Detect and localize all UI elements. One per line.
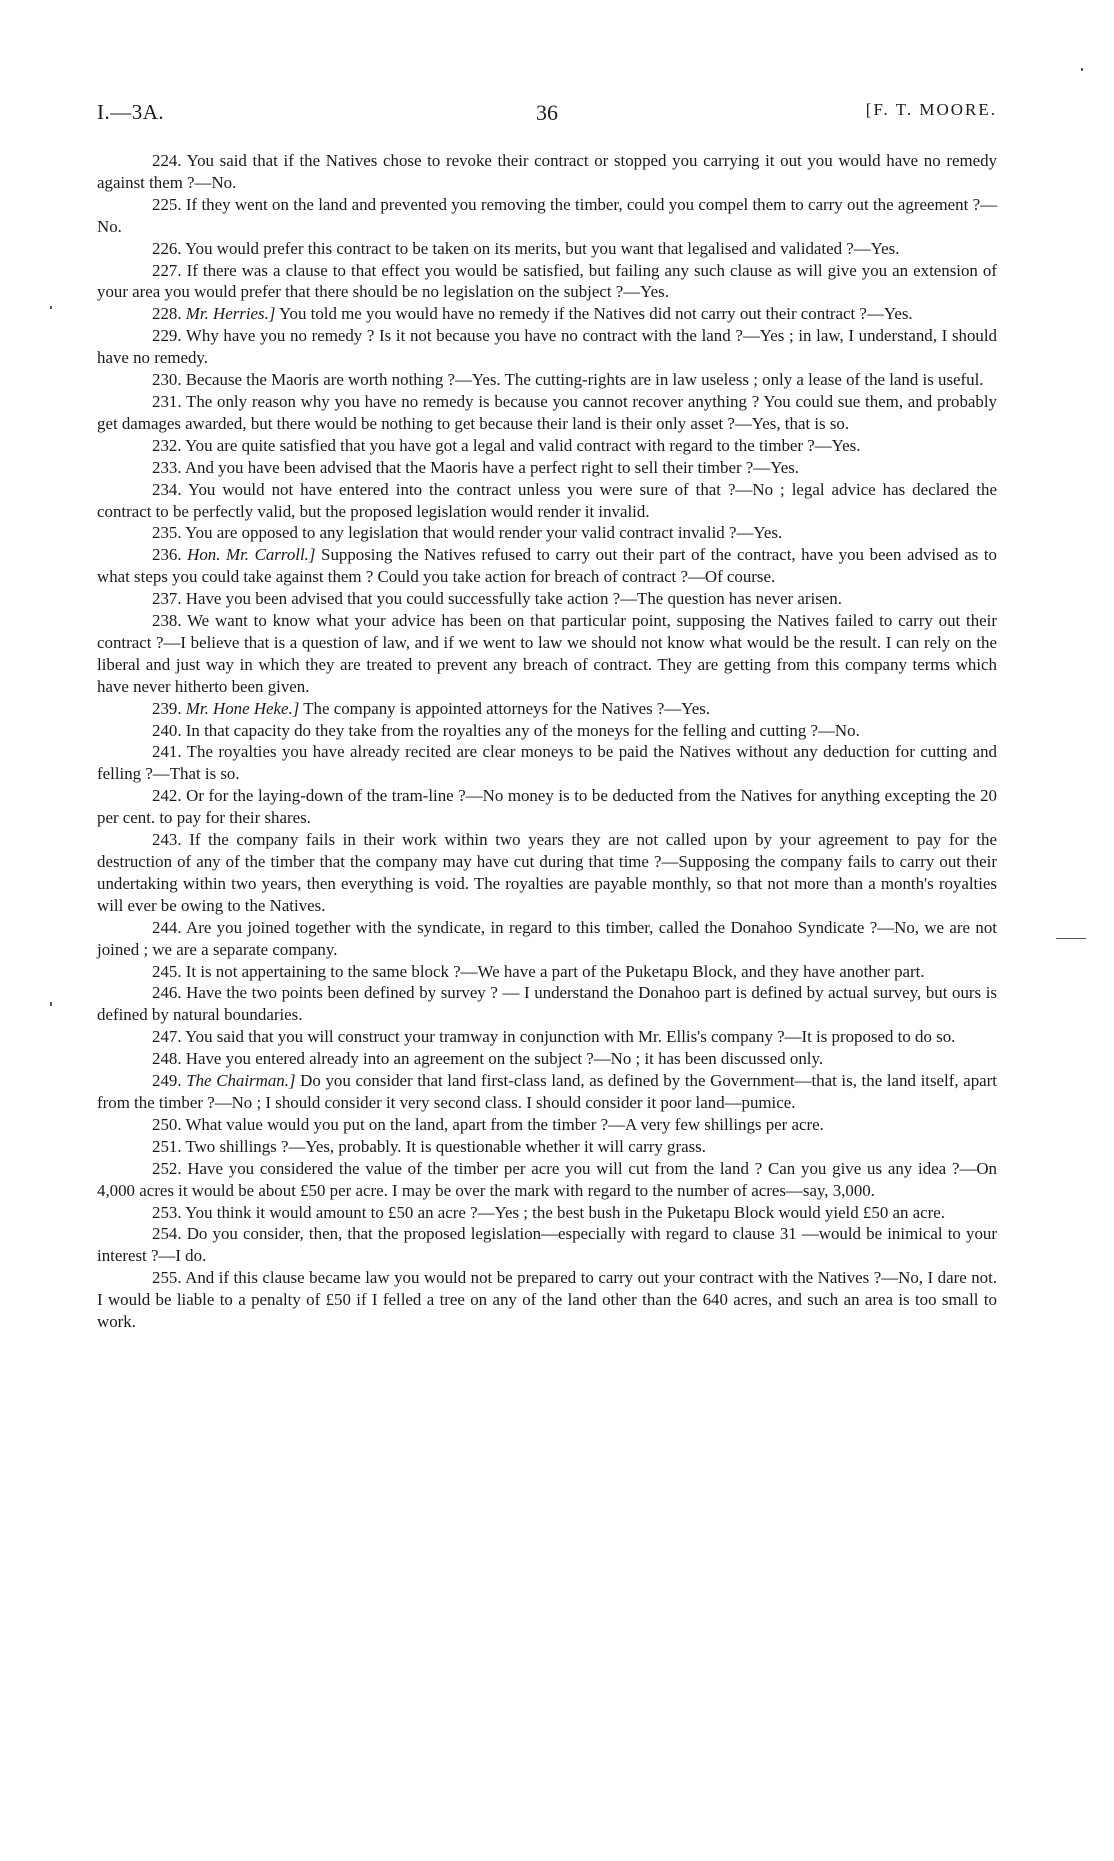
speaker-name: Mr. Herries.] — [185, 304, 276, 324]
question-paragraph: 226. You would prefer this contract to be taken on its merits, but you want that legalised and validated ?—Yes. — [152, 238, 900, 258]
question-paragraph: 238. We want to know what your advice has been on that particular point, supposing the Natives failed to carry out their contract ?—I believe that is a question of law, and if we went to law we should not know what would be the result. I can rely on the liberal and just way in which they are treated to prevent any breach of contract. They are getting from this company terms which have never hitherto been given. — [97, 611, 997, 696]
question-paragraph: 243. If the company fails in their work within two years they are not called upon by your agreement to pay for the destruction of any of the timber that the company may have cut during that time ?—Supposing the company fails to carry out their undertaking within two years, then everything is void. The royalties are payable monthly, so that not more than a month's royalties will ever be owing to the Natives. — [97, 830, 997, 915]
question-number: 236. — [152, 545, 182, 565]
question-number: 249. — [152, 1071, 182, 1091]
question-paragraph: 255. And if this clause became law you would not be prepared to carry out your contract with the Natives ?—No, I dare not. I would be liable to a penalty of £50 if I felled a tree on any of the land other than the 640 acres, and such an area is too small to work. — [97, 1268, 997, 1332]
question-paragraph — [97, 544, 997, 588]
question-paragraph: 253. You think it would amount to £50 an acre ?—Yes ; the best bush in the Puketapu Block would yield £50 an acre. — [152, 1202, 945, 1222]
question-paragraph: 229. Why have you no remedy ? Is it not because you have no contract with the land ?—Yes ; in law, I understand, I should have no remedy. — [97, 326, 997, 368]
paragraph-text: You told me you would have no remedy if the Natives did not carry out their contract ?—Yes. — [275, 304, 913, 324]
paragraph-text: The company is appointed attorneys for the Natives ?—Yes. — [299, 698, 711, 718]
question-paragraph: 230. Because the Maoris are worth nothing ?—Yes. The cutting-rights are in law useless ; only a lease of the land is useful. — [152, 370, 984, 390]
question-paragraph: 250. What value would you put on the land, apart from the timber ?—A very few shillings per acre. — [152, 1114, 824, 1134]
margin-mark — [1081, 68, 1083, 71]
question-paragraph: 240. In that capacity do they take from the royalties any of the moneys for the felling and cutting ?—No. — [152, 720, 860, 740]
question-paragraph — [97, 1070, 997, 1114]
question-paragraph: 252. Have you considered the value of the timber per acre you will cut from the land ? Can you give us any idea ?—On 4,000 acres it would be about £50 per acre. I may be over the mark with regard to the number of acres—say, 3,000. — [97, 1158, 997, 1200]
speaker-name: Mr. Hone Heke.] — [185, 698, 300, 718]
question-paragraph: 247. You said that you will construct your tramway in conjunction with Mr. Ellis's company ?—It is proposed to do so. — [152, 1027, 956, 1047]
question-paragraph: 248. Have you entered already into an agreement on the subject ?—No ; it has been discussed only. — [152, 1049, 824, 1069]
question-paragraph — [97, 698, 997, 720]
question-paragraph: 246. Have the two points been defined by survey ? — I understand the Donahoo part is defined by actual survey, but ours is defined by natural boundaries. — [97, 983, 997, 1025]
question-paragraph: 225. If they went on the land and prevented you removing the timber, could you compel them to carry out the agreement ?—No. — [97, 194, 997, 236]
question-number: 228. — [152, 304, 182, 324]
speaker-name: Hon. Mr. Carroll.] — [187, 545, 316, 565]
witness-name: [F. T. MOORE. — [865, 100, 997, 119]
question-paragraph: 237. Have you been advised that you could successfully take action ?—The question has never arisen. — [152, 589, 842, 609]
margin-mark — [50, 306, 52, 309]
paragraph-text: Do you consider that land first-class land, as defined by the Government—that is, the land itself, apart from the timber ?—No ; I should consider it very second class. I should consider it poor land—pumice. — [97, 1071, 997, 1112]
question-paragraph: 224. You said that if the Natives chose to revoke their contract or stopped you carrying it out you would have no remedy against them ?—No. — [97, 151, 997, 192]
question-number: 239. — [152, 698, 182, 718]
question-paragraph: 227. If there was a clause to that effect you would be satisfied, but failing any such clause as will give you an extension of your area you would prefer that there should be no legislation on the subject ?—Yes. — [97, 260, 997, 302]
question-paragraph: 251. Two shillings ?—Yes, probably. It is questionable whether it will carry grass. — [152, 1136, 706, 1156]
page-header — [97, 100, 997, 130]
question-paragraph: 244. Are you joined together with the syndicate, in regard to this timber, called the Donahoo Syndicate ?—No, we are not joined ; we are a separate company. — [97, 917, 997, 959]
parliamentary-paper-reference: I.—3A. — [97, 100, 165, 124]
speaker-name: The Chairman.] — [186, 1071, 296, 1091]
margin-mark — [50, 1002, 52, 1006]
question-paragraph: 245. It is not appertaining to the same block ?—We have a part of the Puketapu Block, and they have another part. — [152, 961, 925, 981]
question-paragraph: 235. You are opposed to any legislation that would render your valid contract invalid ?—Yes. — [152, 523, 783, 543]
paragraph-text: Supposing the Natives refused to carry out their part of the contract, have you been advised as to what steps you could take against them ? Could you take action for breach of contract ?—Of course. — [97, 545, 997, 587]
question-paragraph: 234. You would not have entered into the contract unless you were sure of that ?—No ; legal advice has declared the contract to be perfectly valid, but the proposed legislation would render it invalid. — [97, 479, 997, 521]
question-paragraph: 232. You are quite satisfied that you have got a legal and valid contract with regard to the timber ?—Yes. — [152, 435, 861, 455]
question-paragraph: 242. Or for the laying-down of the tram-line ?—No money is to be deducted from the Natives for anything excepting the 20 per cent. to pay for their shares. — [97, 786, 997, 828]
question-paragraph: 231. The only reason why you have no remedy is because you cannot recover anything ? You could sue them, and probably get damages awarded, but there would be nothing to get because their land is their only asset ?—Yes, that is so. — [97, 391, 997, 433]
question-paragraph: 233. And you have been advised that the Maoris have a perfect right to sell their timber ?—Yes. — [152, 457, 799, 477]
question-paragraph — [97, 303, 997, 325]
question-paragraph: 241. The royalties you have already recited are clear moneys to be paid the Natives without any deduction for cutting and felling ?—That is so. — [97, 742, 997, 784]
page-number: 36 — [536, 100, 558, 125]
evidence-transcript — [97, 150, 997, 1333]
question-paragraph: 254. Do you consider, then, that the proposed legislation—especially with regard to clause 31 —would be inimical to your interest ?—I do. — [97, 1224, 997, 1266]
margin-mark — [1056, 938, 1086, 939]
